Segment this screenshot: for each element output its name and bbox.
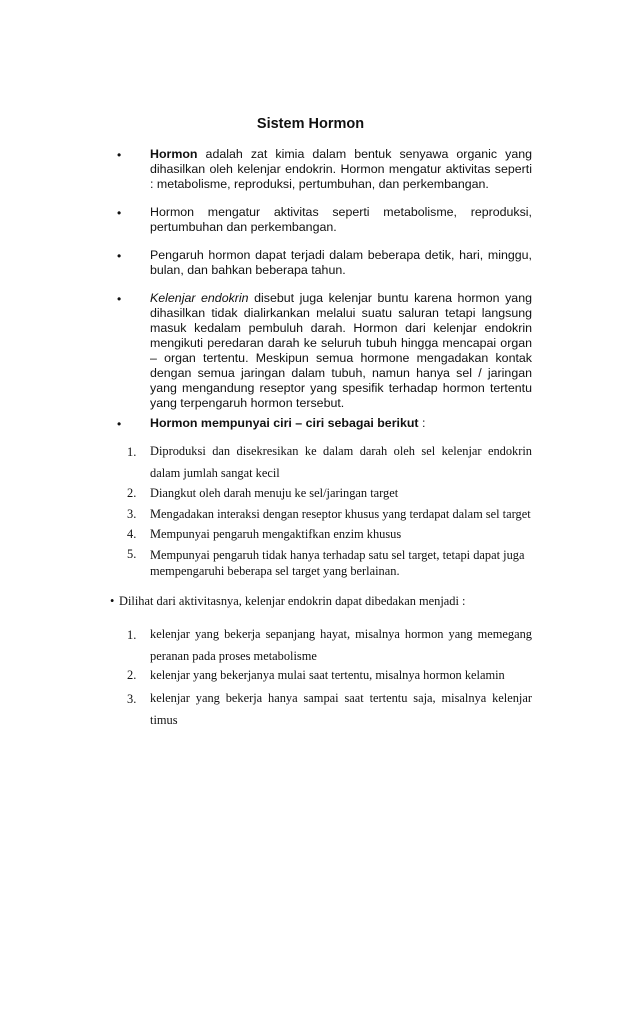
list-number: 2.: [127, 668, 137, 682]
bullet-dot: •: [117, 417, 122, 431]
list-number: 5.: [127, 547, 137, 561]
heading-colon: :: [418, 416, 426, 430]
ciri-item-3: Mengadakan interaksi dengan reseptor khusus yang terdapat dalam sel target: [150, 507, 531, 521]
list-number: 3.: [127, 507, 137, 521]
bullet-dot: •: [117, 206, 122, 220]
ciri-item-4: Mempunyai pengaruh mengaktifkan enzim khusus: [150, 527, 402, 541]
bullet-dot: •: [117, 249, 122, 263]
ciri-item-5: Mempunyai pengaruh tidak hanya terhadap satu sel target, tetapi dapat juga mempengaruhi beberapa sel target yang berlainan.: [150, 548, 525, 578]
italic-term: Kelenjar endokrin: [150, 291, 249, 305]
ciri-item-1: Diproduksi dan disekresikan ke dalam darah oleh sel kelenjar endokrin dalam jumlah sangat kecil: [150, 444, 532, 480]
bullet-dot: •: [117, 292, 122, 306]
list-number: 4.: [127, 527, 137, 541]
bullet-paragraph-hormon: [150, 147, 532, 192]
bold-heading: Hormon mempunyai ciri – ciri sebagai berikut: [150, 416, 419, 430]
jenis-item-3: kelenjar yang bekerja hanya sampai saat tertentu saja, misalnya kelenjar timus: [150, 691, 532, 727]
bold-term: Hormon: [150, 147, 198, 161]
bullet-paragraph-ciri-heading: [150, 416, 532, 431]
outer-bullet-dot: •: [110, 594, 115, 608]
bullet-paragraph-aktivitas: Hormon mengatur aktivitas seperti metabolisme, reproduksi, pertumbuhan dan perkembangan.: [150, 205, 532, 234]
paragraph-text: adalah zat kimia dalam bentuk senyawa organic yang dihasilkan oleh kelenjar endokrin. Hormon mengatur aktivitas seperti : metabolisme, reproduksi, pertumbuhan, dan perkembangan.: [150, 147, 532, 191]
bullet-paragraph-pengaruh: Pengaruh hormon dapat terjadi dalam beberapa detik, hari, minggu, bulan, dan bahkan beberapa tahun.: [150, 248, 532, 277]
bullet-dot: •: [117, 148, 122, 162]
page-title: Sistem Hormon: [256, 116, 365, 132]
list-number: 3.: [127, 692, 137, 706]
list-number: 1.: [127, 628, 137, 642]
jenis-item-2: kelenjar yang bekerjanya mulai saat tertentu, misalnya hormon kelamin: [150, 668, 505, 682]
paragraph-text: disebut juga kelenjar buntu karena hormon yang dihasilkan tidak dialirkankan melalui suatu saluran tetapi langsung masuk kedalam pembuluh darah. Hormon dari kelenjar endokrin mengikuti peredaran darah ke seluruh tubuh hingga mencapai organ – organ tertentu. Meskipun semua hormone mengadakan kontak dengan semua jaringan dalam tubuh, namun hanya sel / jaringan yang mengandung reseptor yang spesifik terhadap hormon tertentu yang terpengaruh hormon tersebut.: [150, 291, 532, 410]
outer-bullet-text: Dilihat dari aktivitasnya, kelenjar endokrin dapat dibedakan menjadi :: [119, 594, 466, 608]
list-number: 1.: [127, 445, 137, 459]
ciri-item-2: Diangkut oleh darah menuju ke sel/jaringan target: [150, 486, 399, 500]
bullet-paragraph-kelenjar-endokrin: [150, 291, 532, 411]
list-number: 2.: [127, 486, 137, 500]
jenis-item-1: kelenjar yang bekerja sepanjang hayat, misalnya hormon yang memegang peranan pada proses metabolisme: [150, 627, 532, 663]
